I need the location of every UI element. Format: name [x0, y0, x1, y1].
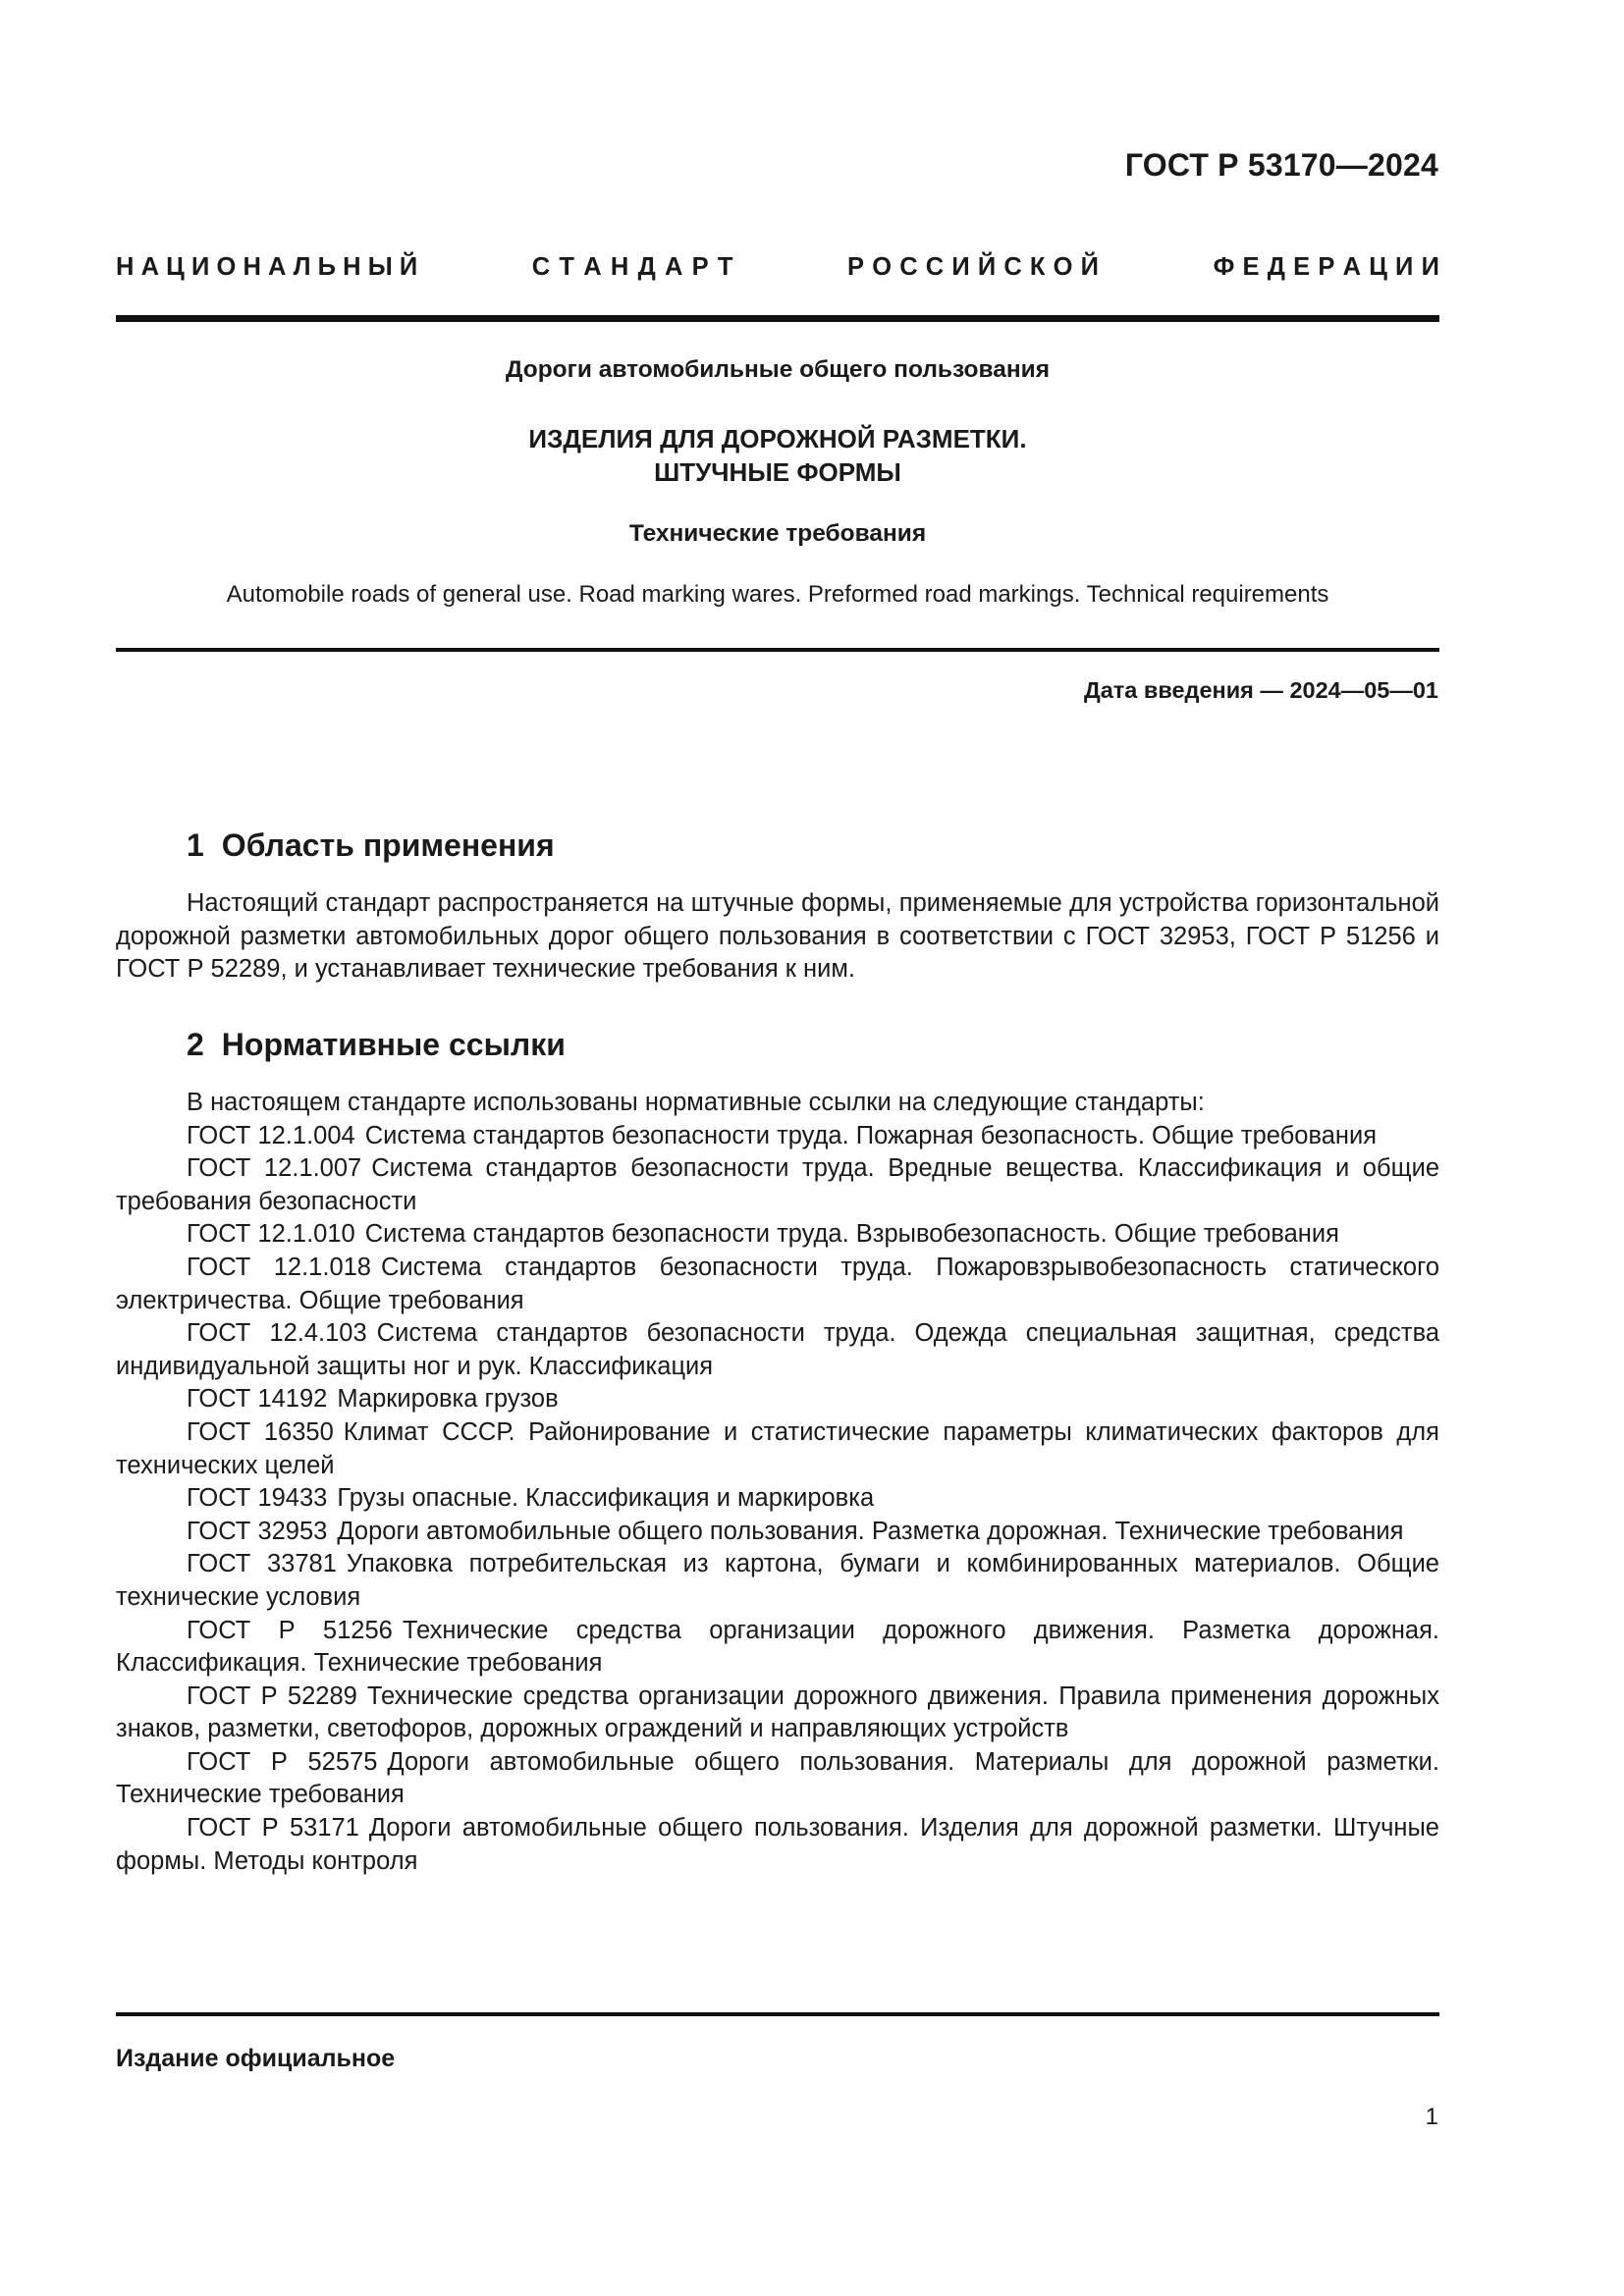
reference-item [116, 1812, 1439, 1878]
reference-code: ГОСТ Р 52575 [187, 1747, 378, 1776]
section-title: Нормативные ссылки [221, 1027, 566, 1062]
reference-code: ГОСТ 33781 [187, 1550, 337, 1578]
reference-title: Система стандартов безопасности труда. Вредные вещества. Классификация и общие требования безопасности [116, 1154, 1439, 1215]
reference-code: ГОСТ 12.4.103 [187, 1319, 367, 1348]
reference-item [116, 1218, 1439, 1252]
document-title [116, 422, 1439, 489]
reference-title: Упаковка потребительская из картона, бумаги и комбинированных материалов. Общие технические условия [116, 1550, 1439, 1611]
reference-code: ГОСТ 12.1.004 [187, 1121, 355, 1149]
reference-code: ГОСТ 12.1.010 [187, 1220, 355, 1249]
reference-item [116, 1746, 1439, 1812]
page-number: 1 [1425, 2104, 1438, 2130]
reference-title: Технические средства организации дорожного движения. Разметка дорожная. Классификация. Технические требования [116, 1616, 1439, 1678]
reference-title: Дороги автомобильные общего пользования. Разметка дорожная. Технические требования [337, 1517, 1404, 1545]
section-number: 1 [187, 828, 204, 863]
reference-title: Грузы опасные. Классификация и маркировка [337, 1484, 875, 1513]
reference-item [116, 1317, 1439, 1383]
reference-item [116, 1548, 1439, 1614]
title-divider [116, 648, 1439, 652]
banner-word: Ф Е Д Е Р А Ц И И [1213, 253, 1439, 281]
reference-item [116, 1152, 1439, 1218]
reference-title: Маркировка грузов [337, 1385, 559, 1414]
reference-code: ГОСТ Р 52289 [187, 1682, 357, 1710]
paragraph: Настоящий стандарт распространяется на штучные формы, применяемые для устройства горизонтальной дорожной разметки автомобильных дорог общего пользования в соответствии с ГОСТ 32953, ГОСТ Р 51256 и ГОСТ Р 52289, и устанавливает технические требования к ним. [116, 889, 1439, 984]
banner-word: С Т А Н Д А Р Т [531, 253, 733, 281]
reference-title: Климат СССР. Районирование и статистические параметры климатических факторов для технических целей [116, 1417, 1439, 1479]
reference-code: ГОСТ 14192 [187, 1385, 328, 1414]
official-edition-label: Издание официальное [116, 2045, 396, 2072]
document-number: ГОСТ Р 53170—2024 [1124, 147, 1438, 183]
reference-item [116, 1383, 1439, 1416]
reference-title: Система стандартов безопасности труда. Взрывобезопасность. Общие требования [364, 1220, 1339, 1249]
section-title: Область применения [221, 828, 555, 863]
reference-title: Технические средства организации дорожного движения. Правила применения дорожных знаков, разметки, светофоров, дорожных ограждений и направляющих устройств [116, 1682, 1439, 1743]
reference-item [116, 1482, 1439, 1516]
banner-word: Н А Ц И О Н А Л Ь Н Ы Й [116, 253, 418, 281]
normative-references-list [116, 1087, 1439, 1878]
section-number: 2 [187, 1027, 204, 1062]
title-line: ШТУЧНЫЕ ФОРМЫ [654, 457, 901, 487]
section-1-body [116, 887, 1439, 987]
reference-title: Система стандартов безопасности труда. Пожарная безопасность. Общие требования [364, 1121, 1378, 1149]
reference-item [116, 1615, 1439, 1681]
english-title: Automobile roads of general use. Road marking wares. Preformed road markings. Technical requirements [226, 581, 1329, 608]
reference-code: ГОСТ 19433 [187, 1484, 328, 1513]
section-2-heading [187, 1027, 566, 1063]
title-line: ИЗДЕЛИЯ ДЛЯ ДОРОЖНОЙ РАЗМЕТКИ. [528, 424, 1027, 454]
reference-item [116, 1681, 1439, 1746]
reference-item [116, 1516, 1439, 1549]
reference-code: ГОСТ 12.1.018 [187, 1253, 371, 1281]
reference-title: Дороги автомобильные общего пользования. Изделия для дорожной разметки. Штучные формы. Методы контроля [116, 1814, 1439, 1875]
footer-divider [116, 2012, 1439, 2016]
reference-item [116, 1120, 1439, 1153]
references-intro: В настоящем стандарте использованы нормативные ссылки на следующие стандарты: [187, 1089, 1205, 1116]
reference-title: Дороги автомобильные общего пользования. Материалы для дорожной разметки. Технические требования [116, 1747, 1440, 1809]
reference-title: Система стандартов безопасности труда. Одежда специальная защитная, средства индивидуальной защиты ног и рук. Классификация [116, 1319, 1440, 1380]
reference-code: ГОСТ 12.1.007 [187, 1154, 362, 1183]
top-thick-divider [116, 315, 1439, 322]
banner-word: Р О С С И Й С К О Й [847, 253, 1099, 281]
reference-code: ГОСТ Р 51256 [187, 1616, 393, 1644]
reference-code: ГОСТ 32953 [187, 1517, 328, 1545]
reference-item [116, 1252, 1439, 1317]
reference-title: Система стандартов безопасности труда. Пожаровзрывобезопасность статического электричества. Общие требования [116, 1253, 1440, 1314]
reference-item [116, 1416, 1439, 1482]
section-1-heading [187, 828, 555, 864]
reference-code: ГОСТ Р 53171 [187, 1814, 359, 1842]
reference-code: ГОСТ 16350 [187, 1417, 334, 1446]
title-subtitle: Технические требования [628, 520, 927, 547]
introduction-date: Дата введения — 2024—05—01 [1083, 677, 1438, 703]
title-group: Дороги автомобильные общего пользования [505, 356, 1051, 383]
national-standard-banner [116, 253, 1439, 282]
